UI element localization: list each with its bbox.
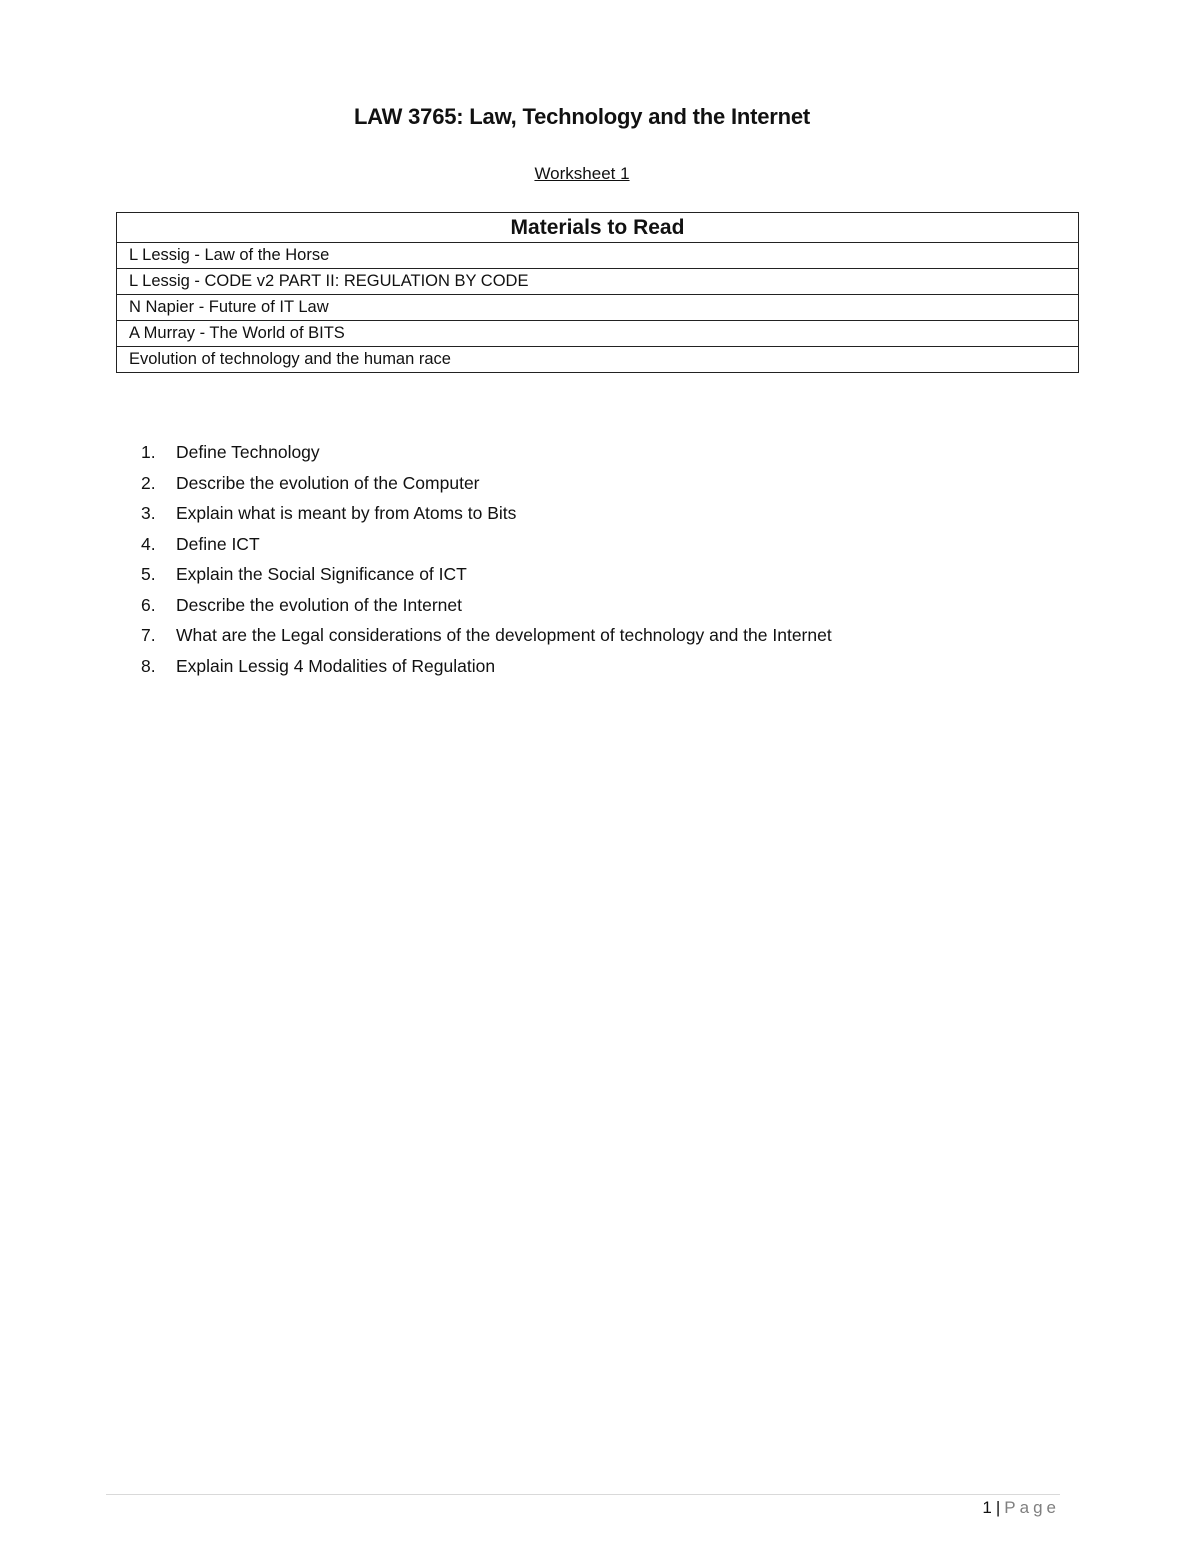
material-item: N Napier - Future of IT Law <box>117 295 1079 321</box>
list-item <box>136 590 1096 621</box>
document-title: LAW 3765: Law, Technology and the Internet <box>353 104 811 129</box>
page-number: 1 <box>982 1498 992 1517</box>
question-number: 5. <box>141 564 156 584</box>
question-text: Define Technology <box>176 442 320 462</box>
question-number: 4. <box>141 533 156 554</box>
question-number: 1. <box>141 442 156 462</box>
page-footer <box>982 1498 1060 1518</box>
materials-header: Materials to Read <box>117 213 1079 243</box>
question-text: Explain what is meant by from Atoms to Bits <box>176 503 517 523</box>
question-text: Define ICT <box>176 533 260 554</box>
table-row <box>117 295 1079 321</box>
list-item <box>136 620 1096 651</box>
list-item <box>136 468 1096 499</box>
list-item <box>136 651 1096 682</box>
question-number: 2. <box>141 472 156 493</box>
material-item: L Lessig - CODE v2 PART II: REGULATION BY CODE <box>117 269 1079 295</box>
footer-separator: | <box>995 1498 1001 1517</box>
material-item: L Lessig - Law of the Horse <box>117 243 1079 269</box>
table-row <box>117 243 1079 269</box>
list-item <box>136 559 1096 590</box>
footer-divider <box>106 1494 1060 1495</box>
question-number: 7. <box>141 625 156 645</box>
question-number: 8. <box>141 655 156 676</box>
list-item <box>136 529 1096 560</box>
list-item <box>136 498 1096 529</box>
table-row <box>117 321 1079 347</box>
material-item: Evolution of technology and the human race <box>117 347 1079 373</box>
question-number: 3. <box>141 503 156 523</box>
question-text: Describe the evolution of the Computer <box>176 472 480 493</box>
question-list <box>136 437 1096 681</box>
list-item <box>136 437 1096 468</box>
question-text: Explain Lessig 4 Modalities of Regulation <box>176 655 496 676</box>
document-subtitle: Worksheet 1 <box>534 164 630 183</box>
page-label: Page <box>1004 1498 1060 1517</box>
table-row <box>117 269 1079 295</box>
question-number: 6. <box>141 594 156 615</box>
question-text: What are the Legal considerations of the development of technology and the Internet <box>176 625 832 645</box>
material-item: A Murray - The World of BITS <box>117 321 1079 347</box>
materials-table <box>116 212 1079 373</box>
question-text: Explain the Social Significance of ICT <box>176 564 467 584</box>
materials-header-row <box>117 213 1079 243</box>
question-text: Describe the evolution of the Internet <box>176 594 463 615</box>
table-row <box>117 347 1079 373</box>
